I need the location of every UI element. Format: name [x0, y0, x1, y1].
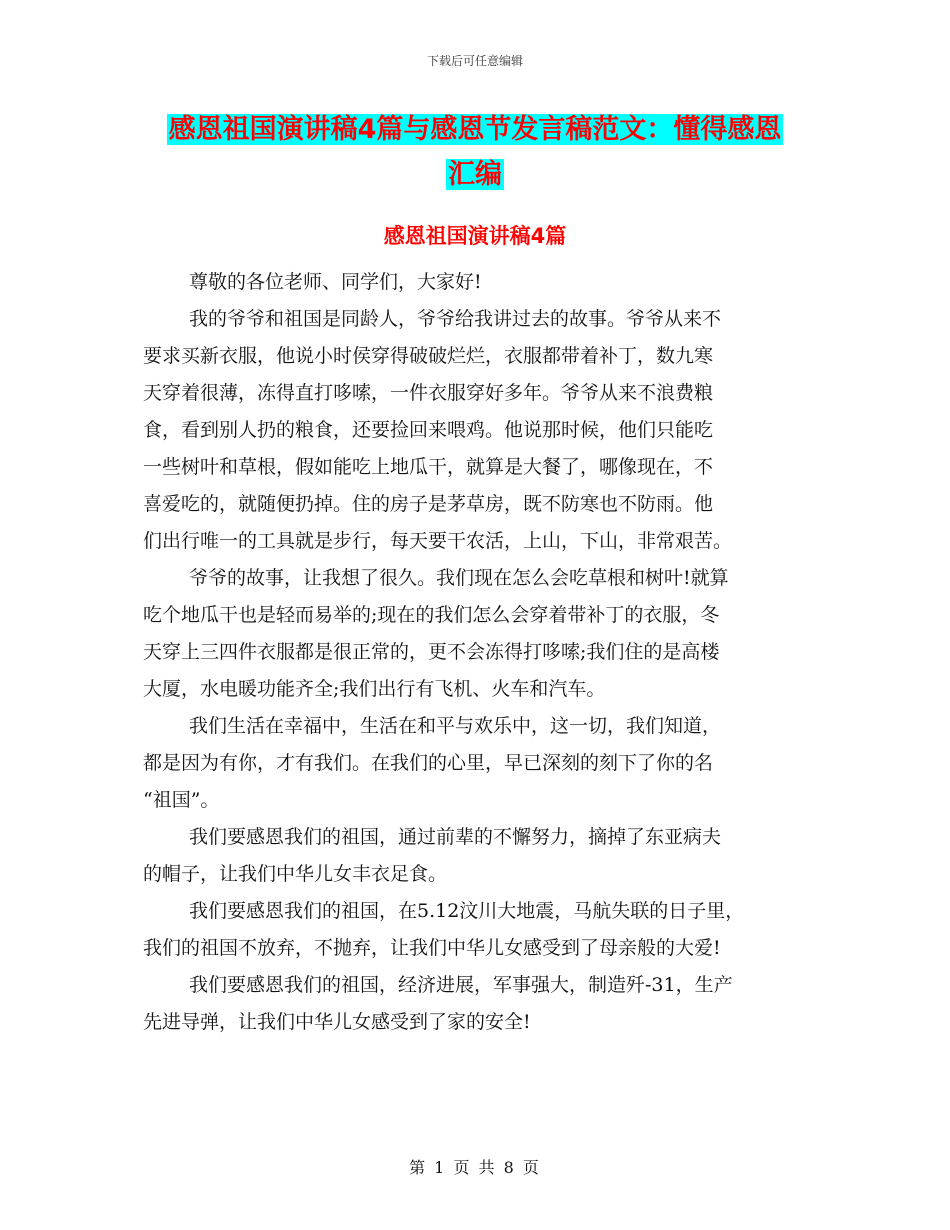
page-number: 第 1 页 共 8 页 [409, 1158, 541, 1177]
text-line: 我的爷爷和祖国是同龄人，爷爷给我讲过去的故事。爷爷从来不 [189, 308, 722, 330]
paragraph-continuation [143, 930, 813, 967]
text-line: 爷爷的故事，让我想了很久。我们现在怎么会吃草根和树叶!就算 [189, 567, 729, 589]
paragraph-continuation [143, 745, 813, 819]
text-line: 大厦，水电暖功能齐全;我们出行有飞机、火车和汽车。 [143, 678, 606, 700]
paragraph [143, 264, 813, 301]
paragraph [143, 967, 813, 1004]
section-heading: 感恩祖国演讲稿4篇 [383, 224, 567, 248]
paragraph-continuation [143, 338, 813, 560]
text-line: 一些树叶和草根，假如能吃上地瓜干，就算是大餐了，哪像现在，不 [143, 456, 714, 478]
text-line: 我们要感恩我们的祖国，在5.12汶川大地震，马航失联的日子里， [189, 900, 745, 922]
paragraph-continuation [143, 597, 813, 708]
document-title-line-2 [0, 157, 950, 193]
text-line: 要求买新衣服，他说小时侯穿得破破烂烂，衣服都带着补丁，数九寒 [143, 345, 714, 367]
paragraph [143, 301, 813, 338]
text-line: 尊敬的各位老师、同学们，大家好! [189, 271, 482, 293]
speech-body [143, 264, 813, 1041]
paragraph-continuation [143, 856, 813, 893]
text-line: 都是因为有你，才有我们。在我们的心里，早已深刻的刻下了你的名 [143, 752, 714, 774]
text-line: 先进导弹，让我们中华儿女感受到了家的安全! [143, 1011, 531, 1033]
paragraph [143, 893, 813, 930]
paragraph [143, 560, 813, 597]
title-text-1: 感恩祖国演讲稿4篇与感恩节发言稿范文：懂得感恩 [168, 114, 782, 145]
paragraph-continuation [143, 1004, 813, 1041]
text-line: 们出行唯一的工具就是步行，每天要干农活，上山，下山，非常艰苦。 [143, 530, 733, 552]
text-line: 吃个地瓜干也是轻而易举的;现在的我们怎么会穿着带补丁的衣服，冬 [143, 604, 720, 626]
paragraph [143, 708, 813, 745]
text-line: 我们生活在幸福中，生活在和平与欢乐中，这一切，我们知道， [189, 715, 722, 737]
text-line: 我们的祖国不放弃，不抛弃，让我们中华儿女感受到了母亲般的大爱! [143, 937, 721, 959]
text-line: 我们要感恩我们的祖国，通过前辈的不懈努力，摘掉了东亚病夫 [189, 826, 722, 848]
text-line: 天穿上三四件衣服都是很正常的，更不会冻得打哆嗦;我们住的是高楼 [143, 641, 720, 663]
text-line: 喜爱吃的，就随便扔掉。住的房子是茅草房，既不防寒也不防雨。他 [143, 493, 714, 515]
text-line: 天穿着很薄，冻得直打哆嗦，一件衣服穿好多年。爷爷从来不浪费粮 [143, 382, 714, 404]
text-line: 食，看到别人扔的粮食，还要捡回来喂鸡。他说那时候，他们只能吃 [143, 419, 714, 441]
text-line: 的帽子，让我们中华儿女丰衣足食。 [143, 863, 448, 885]
text-line: 我们要感恩我们的祖国，经济进展，军事强大，制造歼-31，生产 [189, 974, 733, 996]
header-note: 下载后可任意编辑 [426, 54, 523, 68]
title-text-2: 汇编 [448, 159, 502, 190]
text-line: “祖国”。 [143, 789, 220, 811]
document-title-line-1 [0, 112, 950, 148]
paragraph [143, 819, 813, 856]
